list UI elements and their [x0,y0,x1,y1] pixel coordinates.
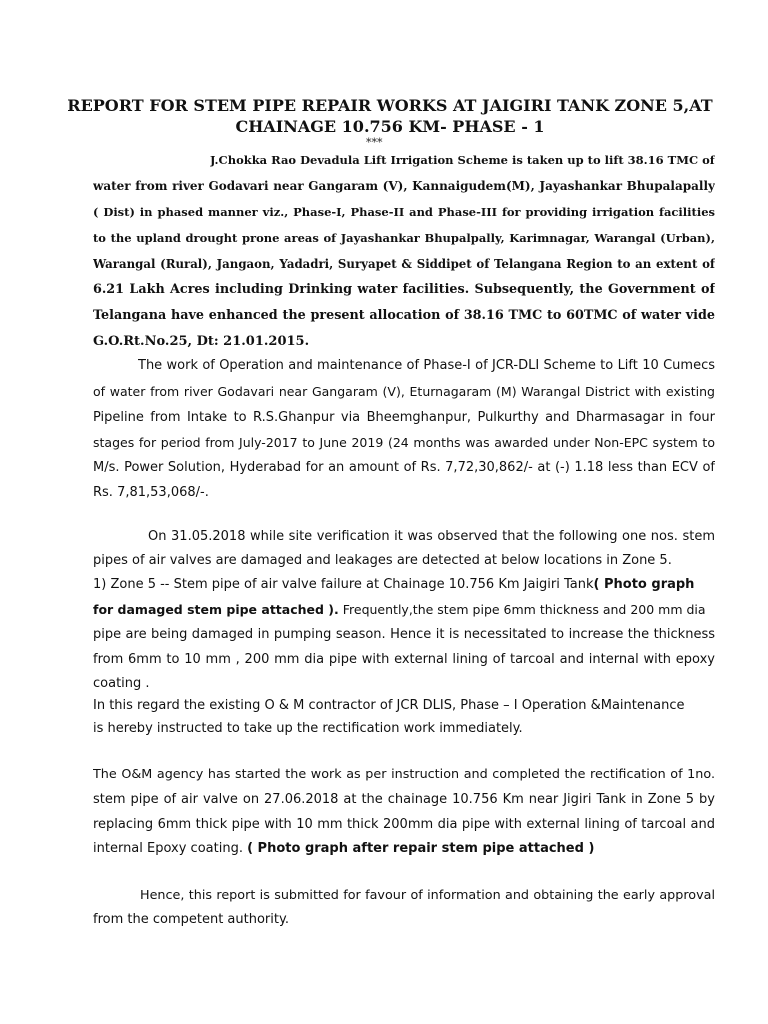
para1-line: ( Dist) in phased manner viz., Phase-I, Phase-II and Phase-III for providing irrigation facilities [93,205,715,219]
para5-line [93,840,715,858]
para1-line: to the upland drought prone areas of Jayashankar Bhupalpally, Karimnagar, Warangal (Urban), [93,231,715,245]
para1-line: Warangal (Rural), Jangaon, Yadadri, Suryapet & Siddipet of Telangana Region to an extent of [93,257,715,271]
para2-line: Pipeline from Intake to R.S.Ghanpur via Bheemghanpur, Pulkurthy and Dharmasagar in four [93,410,715,425]
para1-line: 6.21 Lakh Acres including Drinking water facilities. Subsequently, the Government of [93,282,715,297]
item1-text: 1) Zone 5 -- Stem pipe of air valve failure at Chainage 10.756 Km Jaigiri Tank [93,577,594,592]
para1-line: water from river Godavari near Gangaram (V), Kannaigudem(M), Jayashankar Bhupalapally [93,179,715,193]
para1-line: Telangana have enhanced the present allocation of 38.16 TMC to 60TMC of water vide [93,308,715,323]
para2-line: Rs. 7,81,53,068/-. [93,485,209,500]
title-separator: *** [366,136,383,149]
para6-line: Hence, this report is submitted for favour of information and obtaining the early approval [140,888,715,903]
para6-line: from the competent authority. [93,912,289,927]
para3-line: On 31.05.2018 while site verification it was observed that the following one nos. stem [148,529,715,544]
item1-line: from 6mm to 10 mm , 200 mm dia pipe with external lining of tarcoal and internal with epoxy [93,652,715,667]
photo-reference: ( Photo graph after repair stem pipe attached ) [247,841,595,856]
para2-line: of water from river Godavari near Gangaram (V), Eturnagaram (M) Warangal District with existing [93,384,715,399]
para1-line: G.O.Rt.No.25, Dt: 21.01.2015. [93,334,310,349]
para5-line: stem pipe of air valve on 27.06.2018 at the chainage 10.756 Km near Jigiri Tank in Zone 5 by [93,792,715,807]
para1-line: J.Chokka Rao Devadula Lift Irrigation Scheme is taken up to lift 38.16 TMC of [210,153,715,167]
para5-text: internal Epoxy coating. [93,841,248,856]
para4-line: is hereby instructed to take up the rectification work immediately. [93,721,523,736]
para5-line: The O&M agency has started the work as per instruction and completed the rectification of 1no. [93,767,715,782]
item1-line [93,601,715,619]
report-title-line-2: CHAINAGE 10.756 KM- PHASE - 1 [235,117,545,136]
item1-line: coating . [93,676,150,691]
photo-reference: for damaged stem pipe attached ). [93,602,339,617]
item1-line: pipe are being damaged in pumping season. Hence it is necessitated to increase the thickness [93,627,715,642]
report-title-line-1: REPORT FOR STEM PIPE REPAIR WORKS AT JAIGIRI TANK ZONE 5,AT [67,96,713,115]
item1-line [93,576,715,594]
photo-reference: ( Photo graph [593,577,695,592]
para3-line: pipes of air valves are damaged and leakages are detected at below locations in Zone 5. [93,553,672,568]
para4-line: In this regard the existing O & M contractor of JCR DLIS, Phase – I Operation &Maintenance [93,698,685,713]
item1-text: Frequently,the stem pipe 6mm thickness and 200 mm dia [338,602,706,617]
para2-line: The work of Operation and maintenance of Phase-I of JCR-DLI Scheme to Lift 10 Cumecs [138,358,715,373]
para2-line: stages for period from July-2017 to June 2019 (24 months was awarded under Non-EPC system to [93,435,715,450]
para2-line: M/s. Power Solution, Hyderabad for an amount of Rs. 7,72,30,862/- at (-) 1.18 less than ECV of [93,460,715,475]
para5-line: replacing 6mm thick pipe with 10 mm thick 200mm dia pipe with external lining of tarcoal and [93,817,715,832]
